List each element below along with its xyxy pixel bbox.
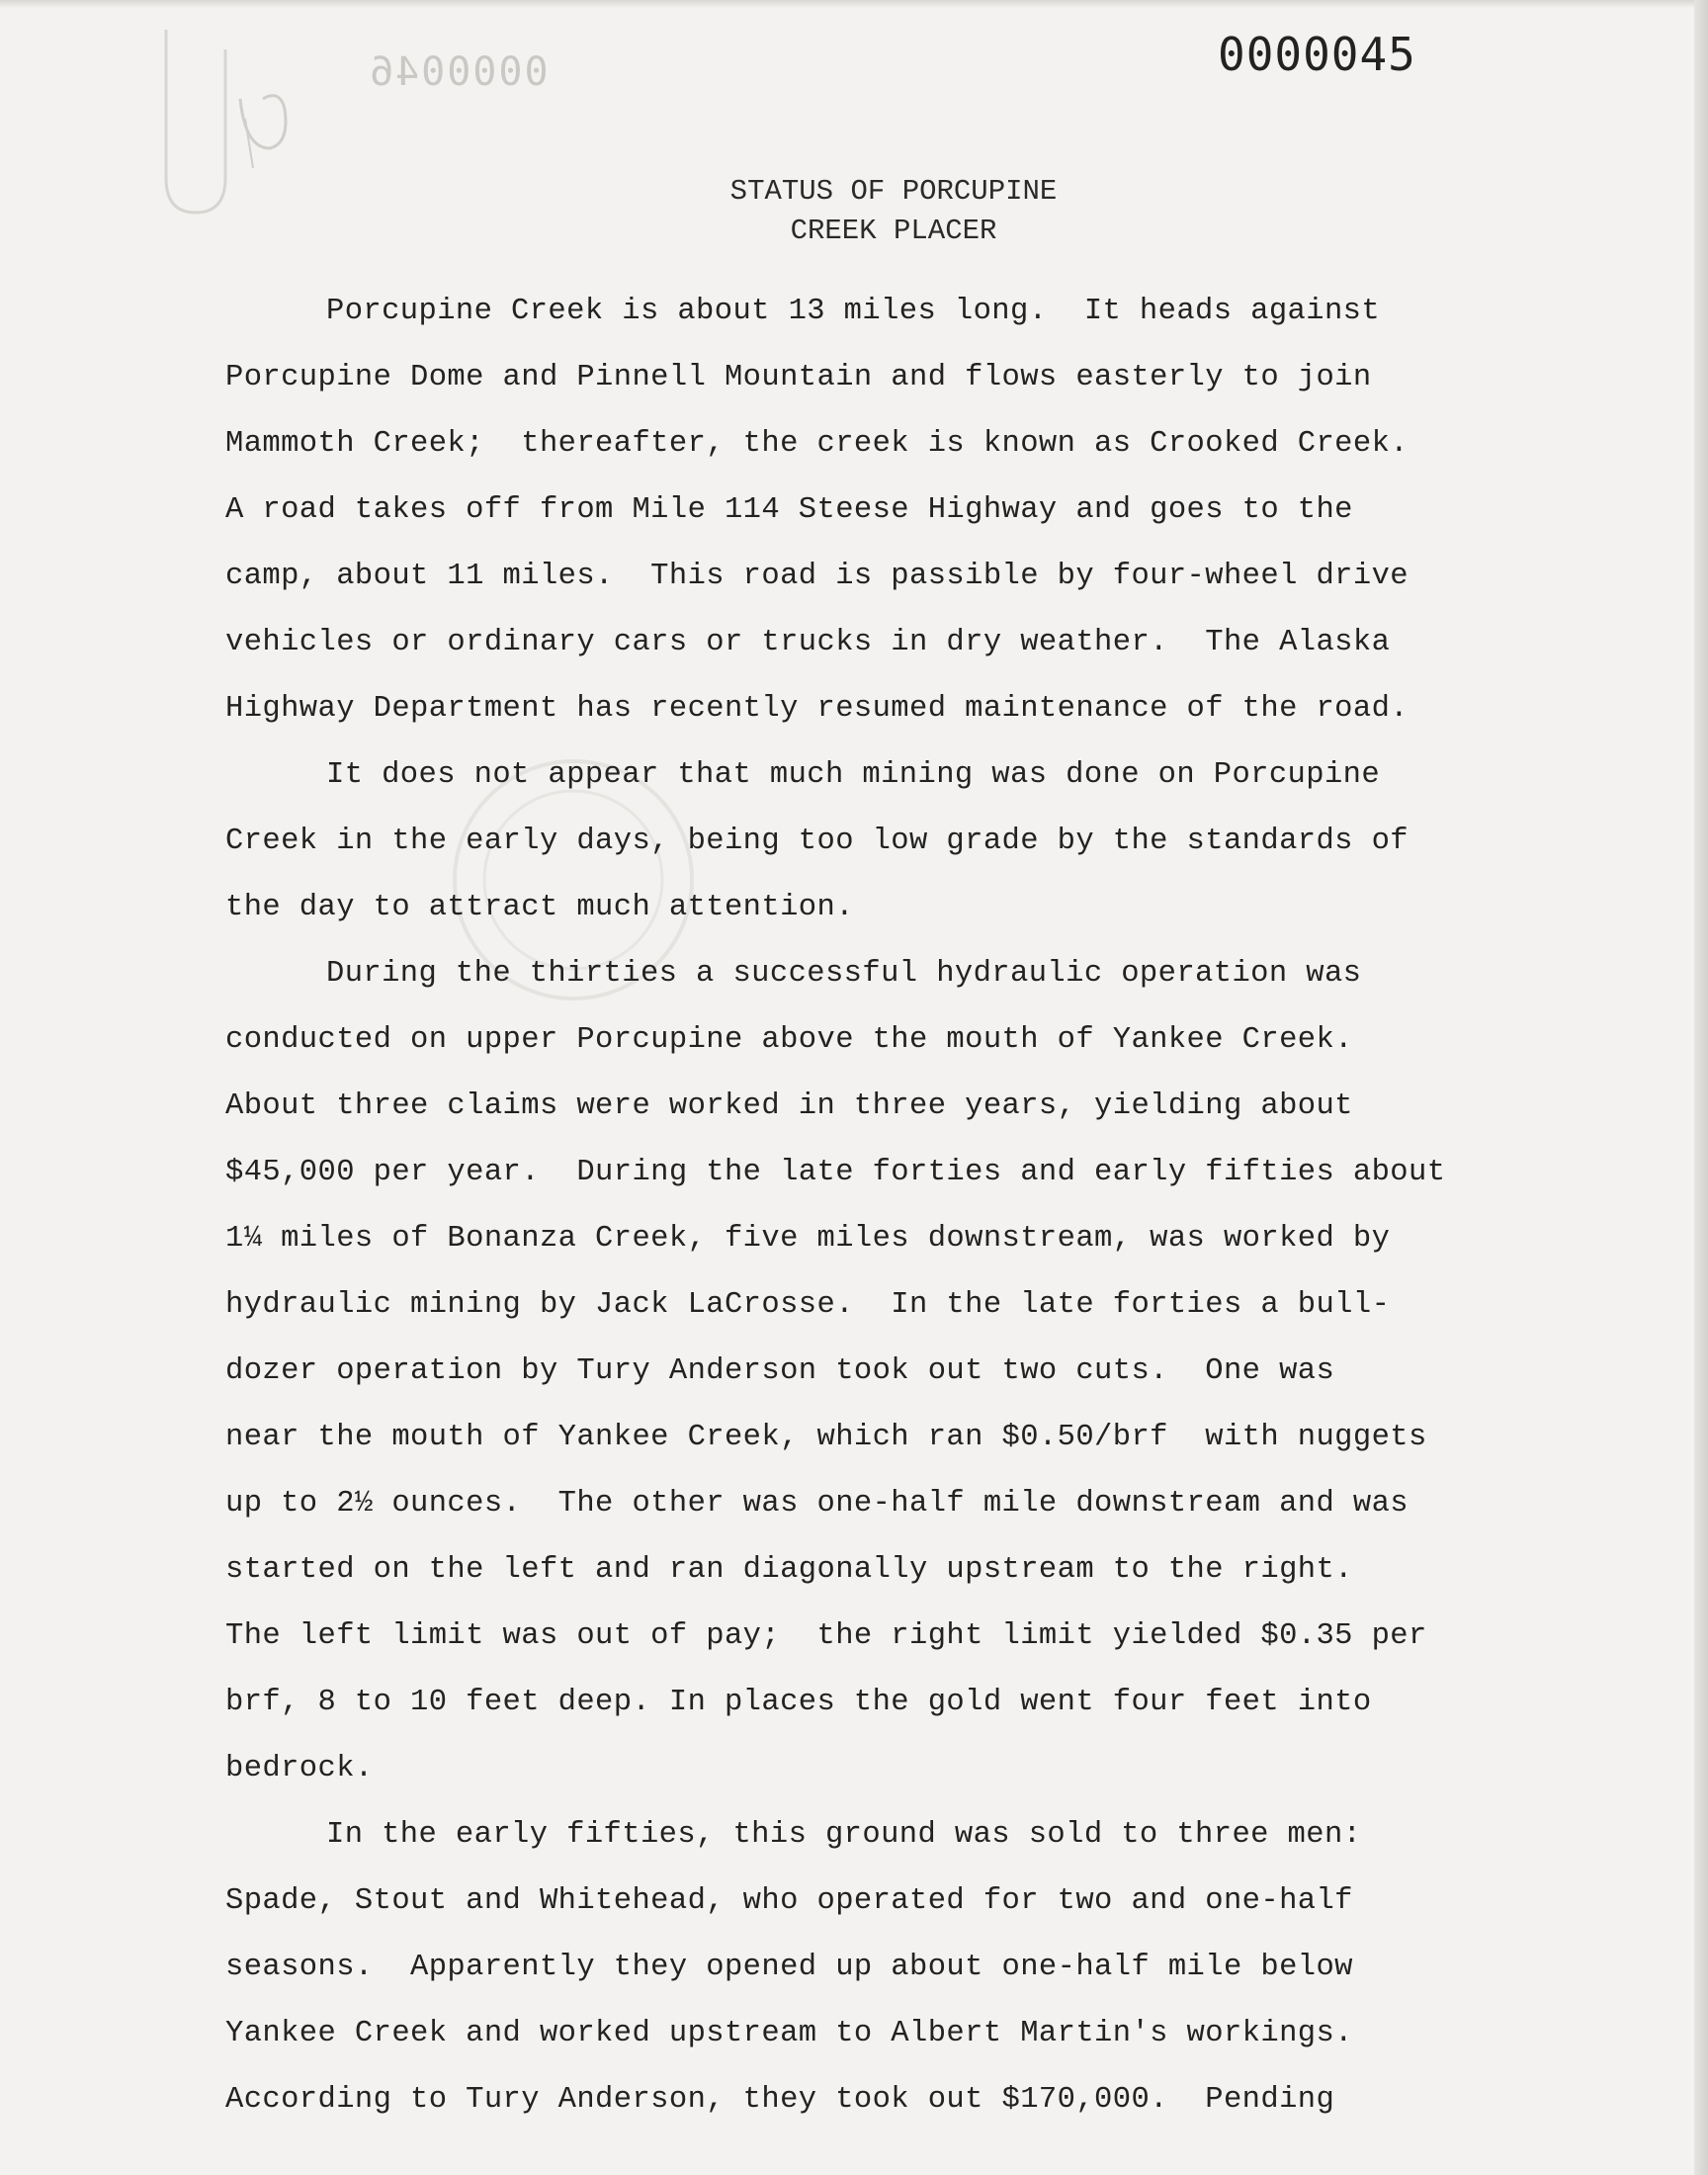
body-line: Spade, Stout and Whitehead, who operated for two and one-half bbox=[225, 1884, 1353, 1918]
title-line-2: CREEK PLACER bbox=[790, 215, 997, 247]
body-line: bedrock. bbox=[225, 1752, 374, 1785]
body-line: It does not appear that much mining was done on Porcupine bbox=[326, 758, 1381, 792]
page-right-edge bbox=[1694, 0, 1708, 2175]
document-title bbox=[0, 172, 1708, 251]
body-line: During the thirties a successful hydraulic operation was bbox=[326, 957, 1362, 991]
body-line: up to 2½ ounces. The other was one-half mile downstream and was bbox=[225, 1487, 1409, 1521]
body-line: Porcupine Dome and Pinnell Mountain and flows easterly to join bbox=[225, 361, 1372, 394]
body-line: Creek in the early days, being too low grade by the standards of bbox=[225, 825, 1409, 858]
body-line: Highway Department has recently resumed maintenance of the road. bbox=[225, 692, 1409, 726]
body-line: conducted on upper Porcupine above the mouth of Yankee Creek. bbox=[225, 1023, 1353, 1057]
bates-number-ghost: 0000046 bbox=[368, 49, 549, 95]
body-line: $45,000 per year. During the late forties and early fifties about bbox=[225, 1156, 1446, 1189]
body-line: The left limit was out of pay; the right limit yielded $0.35 per bbox=[225, 1619, 1427, 1653]
body-line: Mammoth Creek; thereafter, the creek is known as Crooked Creek. bbox=[225, 427, 1409, 461]
body-line: About three claims were worked in three years, yielding about bbox=[225, 1089, 1353, 1123]
body-line: A road takes off from Mile 114 Steese Highway and goes to the bbox=[225, 493, 1353, 527]
body-line: dozer operation by Tury Anderson took out two cuts. One was bbox=[225, 1354, 1335, 1388]
body-line: 1¼ miles of Bonanza Creek, five miles downstream, was worked by bbox=[225, 1222, 1391, 1256]
body-line: In the early fifties, this ground was sold to three men: bbox=[326, 1818, 1362, 1852]
bates-number: 0000045 bbox=[1218, 28, 1416, 81]
body-line: brf, 8 to 10 feet deep. In places the gold went four feet into bbox=[225, 1686, 1372, 1719]
body-line: According to Tury Anderson, they took out $170,000. Pending bbox=[225, 2083, 1335, 2117]
body-line: vehicles or ordinary cars or trucks in dry weather. The Alaska bbox=[225, 626, 1391, 659]
body-line: near the mouth of Yankee Creek, which ran $0.50/brf with nuggets bbox=[225, 1421, 1427, 1454]
page-top-edge bbox=[0, 0, 1708, 8]
body-line: camp, about 11 miles. This road is passible by four-wheel drive bbox=[225, 560, 1409, 593]
document-body bbox=[225, 287, 1540, 2141]
title-line-1: STATUS OF PORCUPINE bbox=[729, 175, 1058, 208]
body-line: started on the left and ran diagonally upstream to the right. bbox=[225, 1553, 1353, 1587]
body-line: Porcupine Creek is about 13 miles long. It heads against bbox=[326, 295, 1381, 328]
body-line: Yankee Creek and worked upstream to Albert Martin's workings. bbox=[225, 2017, 1353, 2050]
body-line: the day to attract much attention. bbox=[225, 891, 854, 924]
body-line: seasons. Apparently they opened up about one-half mile below bbox=[225, 1951, 1353, 1984]
body-line: hydraulic mining by Jack LaCrosse. In the late forties a bull- bbox=[225, 1288, 1391, 1322]
